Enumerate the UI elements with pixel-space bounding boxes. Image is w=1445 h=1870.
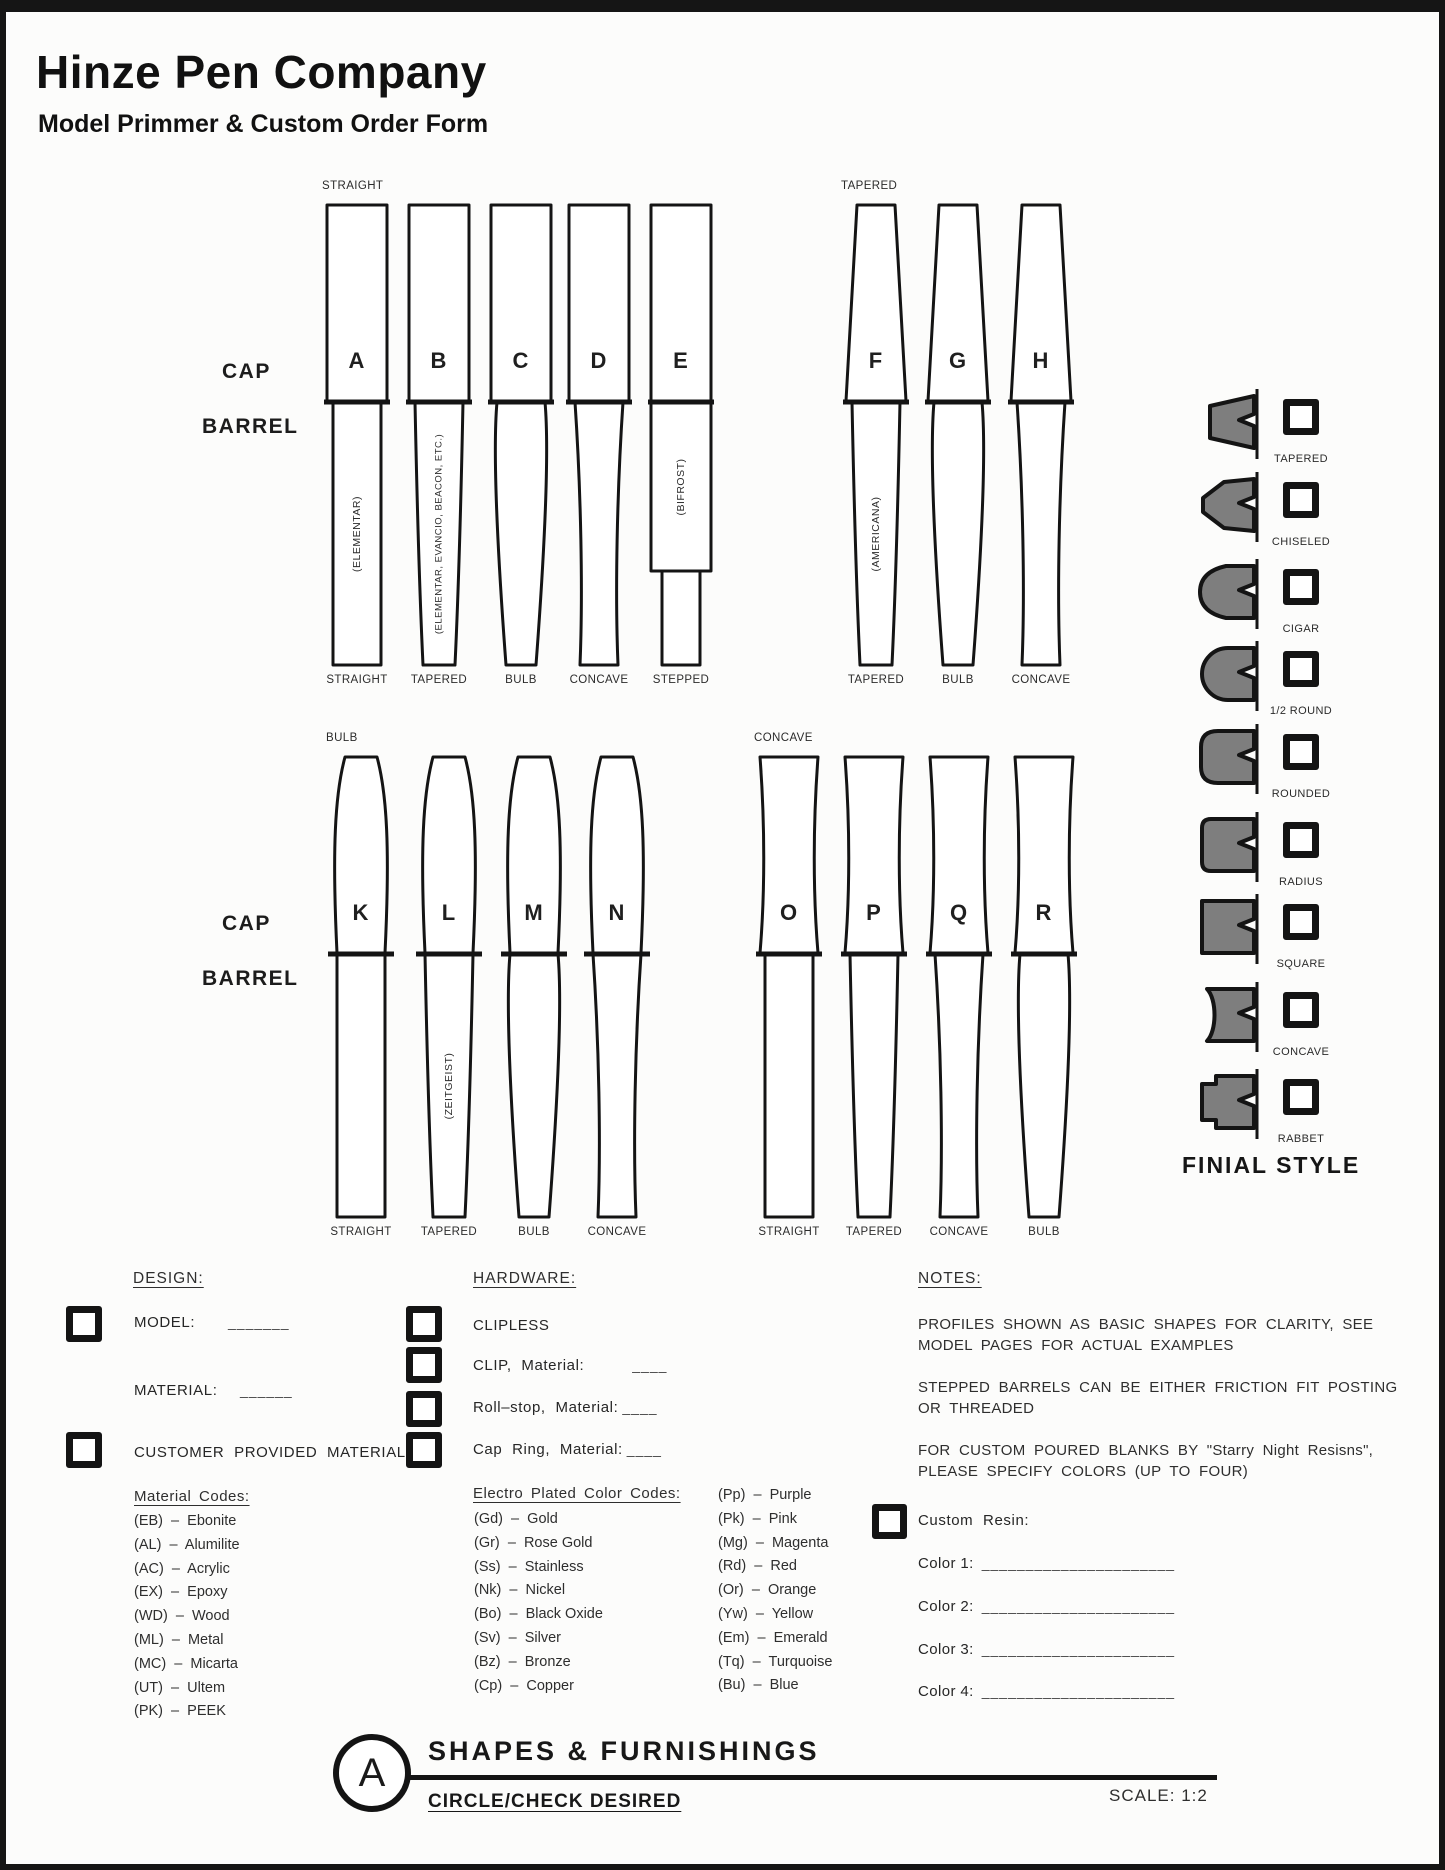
finial-rabbet-icon	[1194, 1069, 1268, 1139]
pen-drawing-D	[566, 202, 632, 668]
hardware-roll-stop-material-blank-field[interactable]: ____	[622, 1399, 658, 1415]
hardware-cap-ring-material-checkbox[interactable]	[406, 1432, 442, 1468]
pen-option-Q[interactable]: Q	[949, 900, 969, 925]
pen-profile-L	[416, 754, 482, 1238]
pen-profile-Q	[926, 754, 992, 1238]
finial-rounded-icon	[1194, 724, 1268, 794]
plating-code-item: (Pp) – Purple	[718, 1487, 812, 1503]
pen-profile-H	[1008, 202, 1074, 686]
resin-color-row-3	[918, 1641, 1175, 1658]
barrel-style-label: CONCAVE	[1011, 674, 1071, 686]
note-stepped-barrels: STEPPED BARRELS CAN BE EITHER FRICTION FIT POSTING OR THREADED	[918, 1379, 1398, 1417]
hardware-roll-stop-material-label: Roll–stop, Material:	[473, 1399, 619, 1416]
pen-option-K[interactable]: K	[352, 900, 370, 925]
hardware-clipless-checkbox[interactable]	[406, 1306, 442, 1342]
pen-option-R[interactable]: R	[1035, 900, 1053, 925]
barrel-style-label: BULB	[1028, 1226, 1060, 1238]
pen-option-D[interactable]: D	[590, 348, 608, 373]
material-code-item: (ML) – Metal	[134, 1631, 224, 1648]
hardware-roll-stop-material-row	[473, 1399, 658, 1416]
plating-code-item: (Pk) – Pink	[718, 1510, 797, 1527]
pen-drawing-F	[843, 202, 909, 668]
plating-codes-column-1	[474, 1508, 603, 1698]
resin-color-2-blank-field[interactable]: ______________________	[981, 1598, 1176, 1614]
scale-note: SCALE: 1:2	[1109, 1786, 1208, 1805]
title-block-rule	[407, 1775, 1217, 1780]
pen-drawing-G	[925, 202, 991, 668]
model-label: MODEL:	[134, 1314, 196, 1331]
detail-bubble	[333, 1734, 411, 1812]
finial-1-2-round-checkbox[interactable]	[1283, 651, 1319, 687]
pen-profile-F	[841, 180, 909, 686]
pen-profile-N	[584, 754, 650, 1238]
pen-profile-C	[488, 202, 554, 686]
row1-barrel-label: BARREL	[202, 415, 299, 438]
finial-square-icon	[1194, 894, 1268, 964]
barrel-style-label: BULB	[942, 674, 974, 686]
pen-profile-E	[648, 202, 714, 686]
finial-square-checkbox[interactable]	[1283, 904, 1319, 940]
barrel-style-label: CONCAVE	[587, 1226, 647, 1238]
pen-option-O[interactable]: O	[779, 900, 799, 925]
resin-color-3-blank-field[interactable]: ______________________	[981, 1641, 1176, 1657]
design-heading: DESIGN:	[133, 1270, 204, 1287]
resin-color-3-label: Color 3:	[918, 1641, 974, 1658]
pen-profile-P	[841, 754, 907, 1238]
model-checkbox[interactable]	[66, 1306, 102, 1342]
plating-code-item: (Rd) – Red	[718, 1558, 797, 1575]
finial-cigar-icon	[1194, 559, 1268, 629]
barrel-style-label: TAPERED	[847, 674, 905, 686]
plating-code-item: (Bu) – Blue	[718, 1677, 799, 1694]
note-custom-poured: FOR CUSTOM POURED BLANKS BY "Starry Night Resisns", PLEASE SPECIFY COLORS (UP TO FOUR)	[918, 1442, 1374, 1480]
pen-drawing-M	[501, 754, 567, 1220]
pen-drawing-C	[488, 202, 554, 668]
pen-profile-O	[754, 732, 822, 1238]
pen-drawing-O	[756, 754, 822, 1220]
finial-rounded-label: ROUNDED	[1271, 788, 1331, 800]
pen-drawing-L	[416, 754, 482, 1220]
finial-concave-icon	[1194, 982, 1268, 1052]
barrel-style-label: TAPERED	[410, 674, 468, 686]
cap-style-label: TAPERED	[841, 180, 898, 192]
hardware-clipless-label: CLIPLESS	[473, 1317, 550, 1334]
material-blank-field[interactable]: ______	[240, 1382, 293, 1398]
finial-radius-checkbox[interactable]	[1283, 822, 1319, 858]
finial-chiseled-label: CHISELED	[1271, 536, 1331, 548]
model-blank-field[interactable]: _______	[228, 1314, 290, 1330]
material-code-item: (EB) – Ebonite	[134, 1513, 237, 1529]
pen-profile-R	[1011, 754, 1077, 1238]
hardware-clip-material-label: CLIP, Material:	[473, 1357, 585, 1374]
resin-color-row-1	[918, 1555, 1175, 1572]
pen-option-B[interactable]: B	[430, 348, 448, 373]
resin-color-row-4	[918, 1683, 1175, 1700]
finial-rabbet-checkbox[interactable]	[1283, 1079, 1319, 1115]
material-codes-heading: Material Codes:	[134, 1488, 250, 1505]
pen-drawing-E	[648, 202, 714, 668]
finial-cigar-label: CIGAR	[1282, 623, 1320, 635]
plating-code-item: (Bo) – Black Oxide	[474, 1606, 603, 1623]
model-names-note: (BIFROST)	[675, 458, 687, 516]
resin-color-4-blank-field[interactable]: ______________________	[981, 1683, 1176, 1699]
pen-profile-K	[326, 732, 394, 1238]
pen-option-A[interactable]: A	[348, 348, 366, 373]
plating-code-item: (Sv) – Silver	[474, 1629, 562, 1646]
pen-drawing-H	[1008, 202, 1074, 668]
notes-heading: NOTES:	[918, 1270, 982, 1287]
cap-style-label: STRAIGHT	[322, 180, 384, 192]
customer-material-label: CUSTOMER PROVIDED MATERIAL	[134, 1444, 406, 1461]
resin-color-1-blank-field[interactable]: ______________________	[981, 1555, 1176, 1571]
hardware-clip-material-row	[473, 1357, 667, 1374]
resin-color-2-label: Color 2:	[918, 1598, 974, 1615]
finial-radius-icon	[1194, 812, 1268, 882]
material-label: MATERIAL:	[134, 1382, 218, 1399]
pen-drawing-P	[841, 754, 907, 1220]
hardware-roll-stop-material-checkbox[interactable]	[406, 1391, 442, 1427]
plating-code-item: (Yw) – Yellow	[718, 1605, 814, 1622]
barrel-style-label: STEPPED	[652, 674, 710, 686]
barrel-style-label: STRAIGHT	[326, 674, 388, 686]
hardware-heading: HARDWARE:	[473, 1270, 577, 1287]
custom-resin-label: Custom Resin:	[918, 1512, 1030, 1529]
barrel-style-label: TAPERED	[845, 1226, 903, 1238]
barrel-style-label: TAPERED	[420, 1226, 478, 1238]
material-code-item: (AL) – Alumilite	[134, 1536, 240, 1553]
sheet-instruction: CIRCLE/CHECK DESIRED	[428, 1791, 682, 1812]
page-title: Hinze Pen Company	[36, 46, 487, 98]
cap-style-label: BULB	[326, 732, 358, 744]
cap-style-label: CONCAVE	[754, 732, 813, 744]
note-profiles: PROFILES SHOWN AS BASIC SHAPES FOR CLARITY, SEE MODEL PAGES FOR ACTUAL EXAMPLES	[918, 1316, 1374, 1354]
finial-1-2-round-icon	[1194, 641, 1268, 711]
page-subtitle: Model Primmer & Custom Order Form	[38, 110, 489, 138]
custom-resin-checkbox[interactable]	[872, 1504, 907, 1539]
pen-drawing-R	[1011, 754, 1077, 1220]
pen-option-C[interactable]: C	[512, 348, 530, 373]
hardware-clipless-row	[473, 1317, 550, 1334]
material-code-item: (WD) – Wood	[134, 1608, 230, 1625]
pen-drawing-Q	[926, 754, 992, 1220]
plating-code-item: (Mg) – Magenta	[718, 1534, 829, 1551]
pen-option-M[interactable]: M	[524, 900, 544, 925]
plating-code-item: (Nk) – Nickel	[474, 1582, 566, 1599]
pen-option-E[interactable]: E	[673, 348, 689, 373]
material-code-item: (AC) – Acrylic	[134, 1560, 230, 1577]
hardware-clip-material-checkbox[interactable]	[406, 1347, 442, 1383]
barrel-style-label: STRAIGHT	[758, 1226, 820, 1238]
sheet-title: SHAPES & FURNISHINGS	[428, 1736, 820, 1766]
model-names-note: (AMERICANA)	[870, 496, 882, 572]
row2-cap-label: CAP	[222, 912, 271, 935]
material-codes-list	[134, 1510, 240, 1724]
material-code-item: (MC) – Micarta	[134, 1655, 238, 1672]
finial-chiseled-icon	[1194, 472, 1268, 542]
barrel-style-label: CONCAVE	[569, 674, 629, 686]
hardware-cap-ring-material-row	[473, 1441, 662, 1458]
hardware-cap-ring-material-label: Cap Ring, Material:	[473, 1441, 623, 1458]
finial-square-label: SQUARE	[1276, 958, 1326, 970]
plating-code-item: (Or) – Orange	[718, 1582, 817, 1599]
model-names-note: (ELEMENTAR, EVANCIO, BEACON, ETC.)	[433, 433, 445, 635]
plating-code-item: (Em) – Emerald	[718, 1629, 828, 1646]
pen-option-N[interactable]: N	[608, 900, 626, 925]
model-names-note: (ELEMENTAR)	[351, 496, 363, 572]
pen-drawing-N	[584, 754, 650, 1220]
pen-profile-D	[566, 202, 632, 686]
pen-profile-B	[406, 202, 472, 686]
resin-color-1-label: Color 1:	[918, 1555, 974, 1572]
pen-option-G[interactable]: G	[948, 348, 968, 373]
pen-option-L[interactable]: L	[441, 900, 457, 925]
barrel-style-label: BULB	[505, 674, 537, 686]
finial-style-heading: FINIAL STYLE	[1182, 1152, 1361, 1178]
pen-drawing-A	[324, 202, 390, 668]
material-code-item: (EX) – Epoxy	[134, 1584, 228, 1601]
finial-rabbet-label: RABBET	[1277, 1133, 1325, 1145]
pen-profile-G	[925, 202, 991, 686]
pen-drawing-K	[328, 754, 394, 1220]
pen-profile-M	[501, 754, 567, 1238]
detail-letter: A	[358, 1751, 386, 1795]
barrel-style-label: STRAIGHT	[330, 1226, 392, 1238]
plating-code-item: (Gr) – Rose Gold	[474, 1534, 593, 1551]
pen-option-P[interactable]: P	[866, 900, 882, 925]
finial-radius-label: RADIUS	[1279, 876, 1323, 888]
resin-color-4-label: Color 4:	[918, 1683, 974, 1700]
pen-profile-A	[322, 180, 390, 686]
barrel-style-label: CONCAVE	[929, 1226, 989, 1238]
hardware-clip-material-blank-field[interactable]: ____	[632, 1357, 668, 1373]
hardware-cap-ring-material-blank-field[interactable]: ____	[626, 1441, 662, 1457]
resin-color-row-2	[918, 1598, 1175, 1615]
material-code-item: (UT) – Ultem	[134, 1679, 226, 1696]
finial-concave-label: CONCAVE	[1272, 1046, 1330, 1058]
plating-code-item: (Gd) – Gold	[474, 1511, 558, 1527]
plating-code-item: (Cp) – Copper	[474, 1677, 574, 1694]
plating-code-item: (Bz) – Bronze	[474, 1653, 571, 1670]
row2-barrel-label: BARREL	[202, 967, 299, 990]
pen-option-H[interactable]: H	[1032, 348, 1050, 373]
finial-cigar-checkbox[interactable]	[1283, 569, 1319, 605]
material-code-item: (PK) – PEEK	[134, 1703, 226, 1720]
finial-tapered-label: TAPERED	[1274, 453, 1328, 465]
plating-codes-column-2	[718, 1484, 832, 1698]
finial-tapered-checkbox[interactable]	[1283, 399, 1319, 435]
plating-code-item: (Tq) – Turquoise	[718, 1653, 833, 1670]
model-names-note: (ZEITGEIST)	[443, 1052, 455, 1120]
row1-cap-label: CAP	[222, 360, 271, 383]
finial-chiseled-checkbox[interactable]	[1283, 482, 1319, 518]
finial-rounded-checkbox[interactable]	[1283, 734, 1319, 770]
customer-material-checkbox[interactable]	[66, 1432, 102, 1468]
finial-tapered-icon	[1194, 389, 1268, 459]
finial-concave-checkbox[interactable]	[1283, 992, 1319, 1028]
plating-code-item: (Ss) – Stainless	[474, 1558, 584, 1575]
finial-1-2-round-label: 1/2 ROUND	[1269, 705, 1333, 717]
plating-codes-heading: Electro Plated Color Codes:	[473, 1485, 681, 1502]
barrel-style-label: BULB	[518, 1226, 550, 1238]
pen-option-F[interactable]: F	[868, 348, 884, 373]
